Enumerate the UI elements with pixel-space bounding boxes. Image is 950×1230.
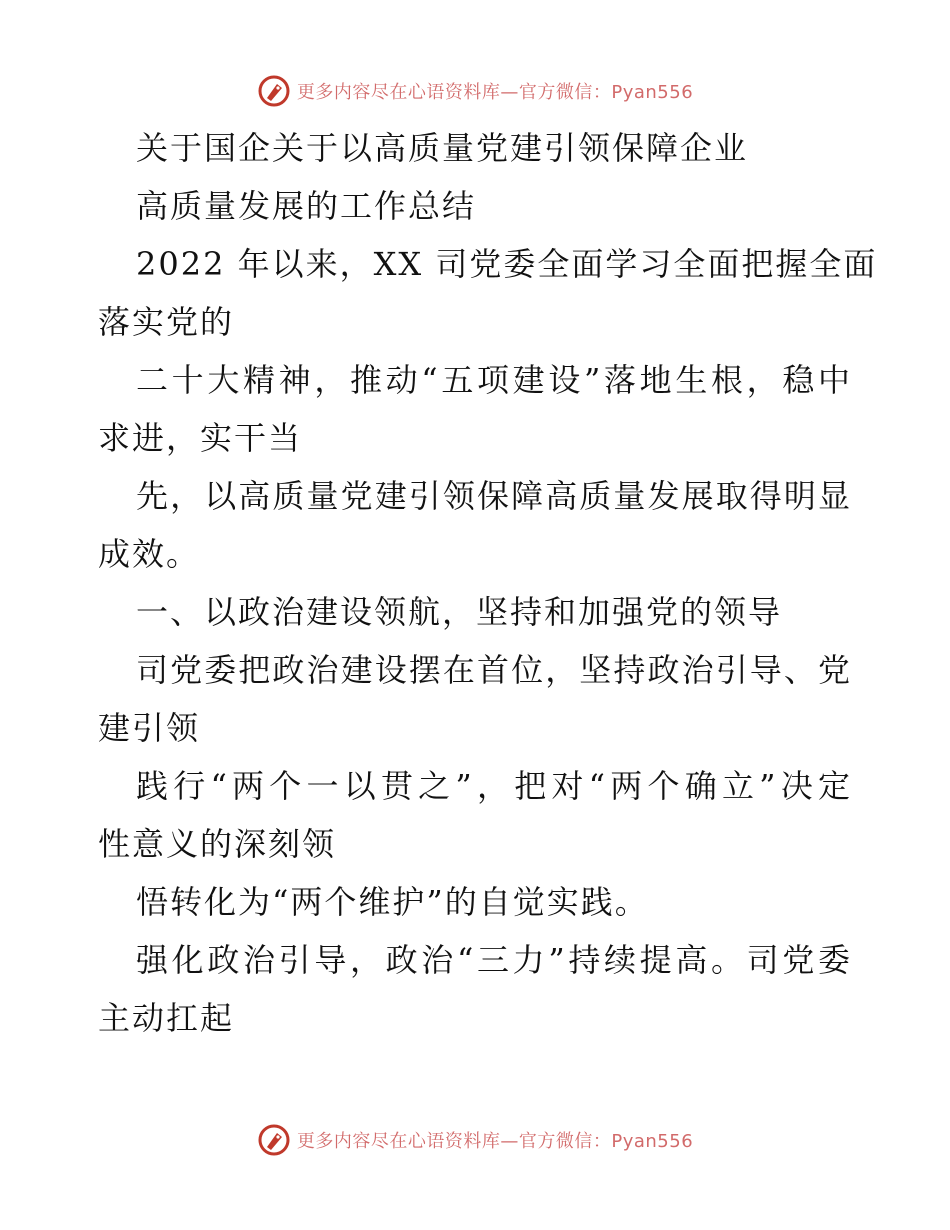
- paragraph-line: 司党委把政治建设摆在首位，坚持政治引导、党: [136, 651, 852, 689]
- header-banner-text: 更多内容尽在心语资料库—官方微信：Pyan556: [296, 82, 694, 103]
- footer-banner: [0, 1120, 950, 1160]
- footer-banner-text: 更多内容尽在心语资料库—官方微信：Pyan556: [296, 1131, 694, 1152]
- pen-nib-icon: [257, 1123, 291, 1157]
- paragraph-line: 主动扛起: [98, 999, 235, 1037]
- paragraph-line: 建引领: [98, 709, 201, 747]
- doc-title-line-1: 关于国企关于以高质量党建引领保障企业: [136, 129, 749, 167]
- paragraph-line: 二十大精神，推动“五项建设”落地生根，稳中: [136, 361, 852, 399]
- paragraph-line: 2022 年以来，XX 司党委全面学习全面把握全面: [136, 245, 878, 283]
- paragraph-line: 践行“两个一以贯之”，把对“两个确立”决定: [136, 767, 852, 805]
- header-banner: [0, 71, 950, 111]
- paragraph-line: 性意义的深刻领: [98, 825, 337, 863]
- doc-title-line-2: 高质量发展的工作总结: [136, 187, 477, 225]
- paragraph-line: 悟转化为“两个维护”的自觉实践。: [136, 883, 649, 921]
- pen-nib-icon: [257, 74, 291, 108]
- paragraph-line: 先，以高质量党建引领保障高质量发展取得明显: [136, 477, 852, 515]
- paragraph-line: 强化政治引导，政治“三力”持续提高。司党委: [136, 941, 852, 979]
- section-heading: 一、以政治建设领航，坚持和加强党的领导: [136, 593, 783, 631]
- paragraph-line: 落实党的: [98, 303, 235, 341]
- paragraph-line: 求进，实干当: [98, 419, 303, 457]
- paragraph-line: 成效。: [98, 535, 201, 573]
